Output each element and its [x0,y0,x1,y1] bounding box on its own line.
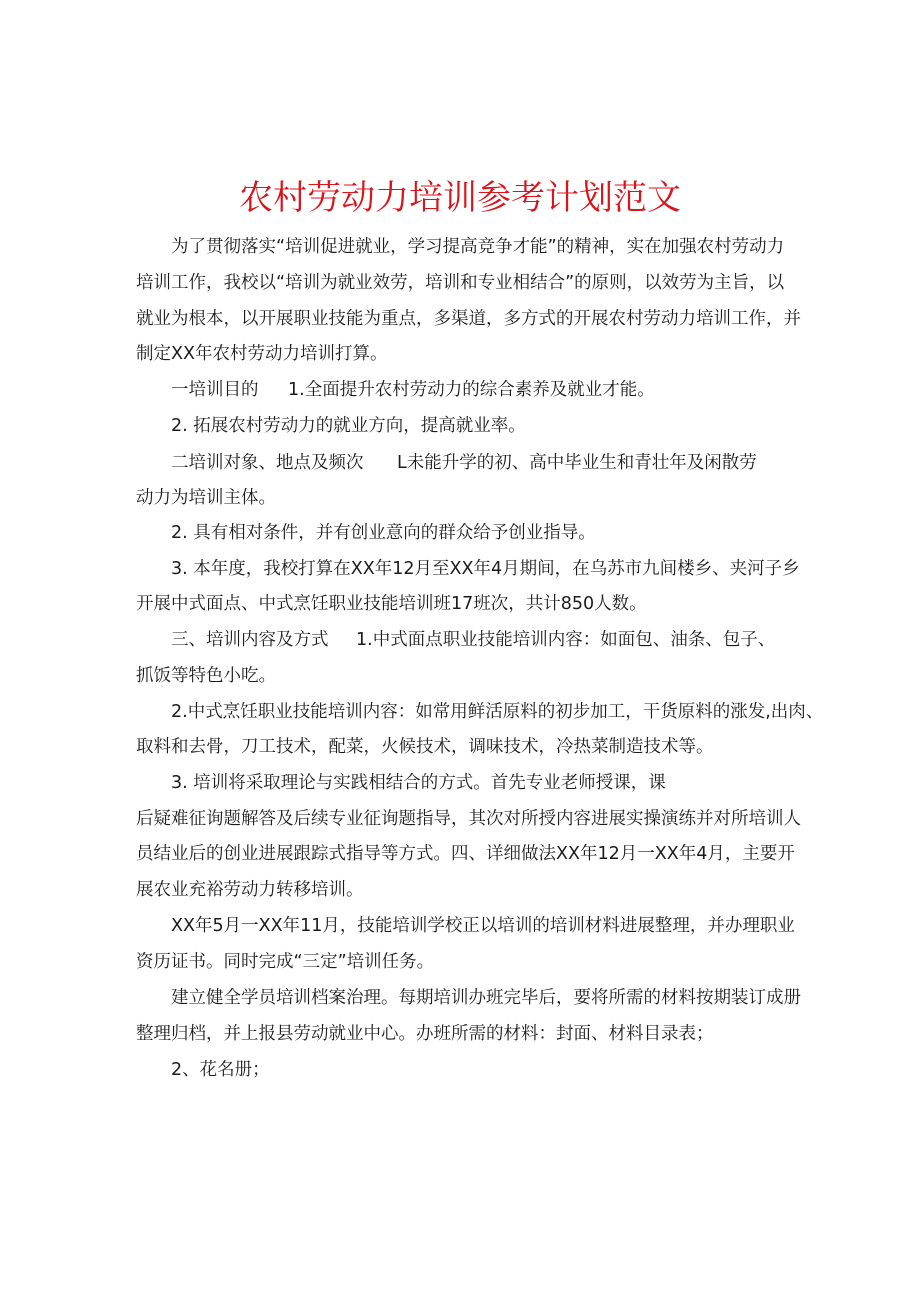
target-item-3-cont: 开展中式面点、中式烹饪职业技能培训班17班次，共计850人数。 [136,594,647,614]
schedule-item-cont: 资历证书。同时完成“三定”培训任务。 [136,952,435,972]
goal-item-1: 1.全面提升农村劳动力的综合素养及就业才能。 [288,380,655,400]
content-item-3-cont-2: 员结业后的创业进展跟踪式指导等方式。四、详细做法XX年12月一XX年4月，主要开 [136,844,795,864]
target-item-1-cont: 动力为培训主体。 [136,488,276,508]
paragraph-intro-line-3: 就业为根本，以开展职业技能为重点，多渠道，多方式的开展农村劳动力培训工作，并 [136,309,801,329]
content-item-1: 1.中式面点职业技能培训内容：如面包、油条、包子、 [356,630,776,650]
content-item-3-cont-1: 后疑难征询题解答及后续专业征询题指导，其次对所授内容进展实操演练并对所培训人 [136,809,801,829]
section-heading-goals: 一培训目的 [171,380,259,400]
content-item-2: 2.中式烹饪职业技能培训内容：如常用鲜活原料的初步加工，干货原料的涨发,出肉、 [171,702,824,722]
content-item-3: 3. 培训将采取理论与实践相结合的方式。首先专业老师授课，课 [171,773,666,793]
schedule-item: XX年5月一XX年11月，技能培训学校正以培训的培训材料进展整理，并办理职业 [171,916,795,936]
paragraph-intro-line-4: 制定XX年农村劳动力培训打算。 [136,344,388,364]
paragraph-intro-line-2: 培训工作，我校以“培训为就业效劳，培训和专业相结合”的原则，以效劳为主旨，以 [136,273,785,293]
target-item-2: 2. 具有相对条件，并有创业意向的群众给予创业指导。 [171,523,596,543]
content-item-1-cont: 抓饭等特色小吃。 [136,666,276,686]
content-item-3-cont-3: 展农业充裕劳动力转移培训。 [136,880,364,900]
archive-paragraph-cont: 整理归档，并上报县劳动就业中心。办班所需的材料：封面、材料目录表； [136,1024,714,1044]
target-item-3: 3. 本年度，我校打算在XX年12月至XX年4月期间，在乌苏市九间楼乡、夹河子乡 [171,559,800,579]
section-heading-content: 三、培训内容及方式 [171,630,329,650]
roster-item: 2、花名册； [171,1060,270,1080]
goal-item-2: 2. 拓展农村劳动力的就业方向，提高就业率。 [171,416,526,436]
section-heading-targets: 二培训对象、地点及频次 [171,453,364,473]
document-title: 农村劳动力培训参考计划范文 [239,178,681,218]
target-item-1: L未能升学的初、高中毕业生和青壮年及闲散劳 [397,453,757,473]
archive-paragraph: 建立健全学员培训档案治理。每期培训办班完毕后，要将所需的材料按期装订成册 [171,988,801,1008]
content-item-2-cont: 取料和去骨，刀工技术，配菜，火候技术，调味技术，冷热菜制造技术等。 [136,737,714,757]
paragraph-intro-line-1: 为了贯彻落实“培训促进就业，学习提高竞争才能”的精神，实在加强农村劳动力 [171,237,785,257]
